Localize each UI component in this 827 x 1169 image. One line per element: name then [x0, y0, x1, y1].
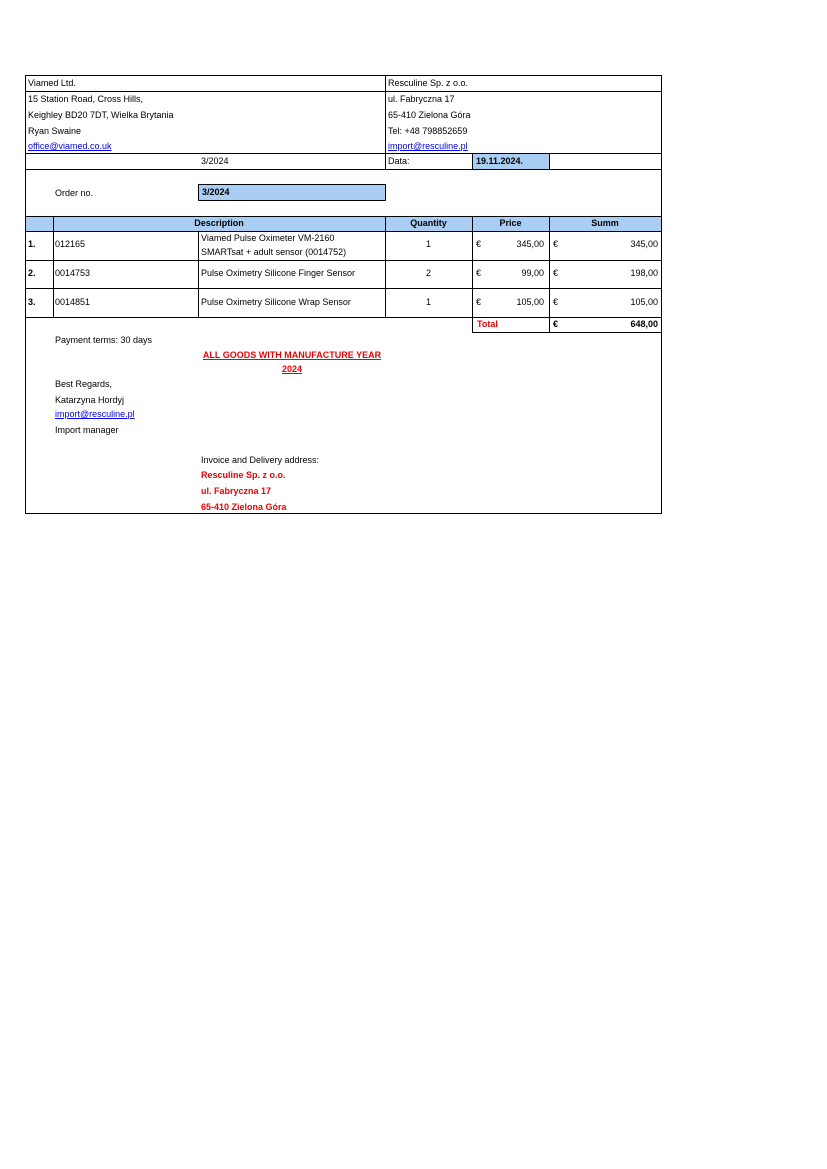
- product-description: Viamed Pulse Oximeter VM-2160: [201, 233, 335, 243]
- delivery-line1: Resculine Sp. z o.o.: [201, 470, 286, 480]
- buyer-address-line2: 65-410 Zielona Góra: [388, 110, 471, 120]
- seller-email-link[interactable]: office@viamed.co.uk: [28, 141, 112, 151]
- divider: [472, 332, 661, 333]
- price-cell: 99,00: [521, 268, 544, 278]
- row-number: 2.: [28, 268, 36, 278]
- price-cell: 105,00: [516, 297, 544, 307]
- seller-name: Viamed Ltd.: [28, 78, 76, 88]
- product-code: 0014851: [55, 297, 91, 307]
- product-code: 012165: [55, 239, 86, 249]
- divider: [26, 288, 661, 289]
- table-header-description: Description: [53, 216, 385, 231]
- divider: [26, 260, 661, 261]
- buyer-address-line1: ul. Fabryczna 17: [388, 94, 455, 104]
- divider: [198, 231, 199, 317]
- reference-number: 3/2024: [201, 156, 229, 166]
- buyer-phone: Tel: +48 798852659: [388, 126, 468, 136]
- divider: [26, 231, 661, 232]
- currency-symbol: €: [553, 268, 559, 278]
- signature-role: Import manager: [55, 425, 119, 435]
- currency-symbol: €: [553, 297, 559, 307]
- payment-terms: Payment terms: 30 days: [55, 335, 153, 345]
- divider: [53, 216, 54, 317]
- product-code: 0014753: [55, 268, 91, 278]
- sum-cell: 345,00: [630, 239, 658, 249]
- buyer-name: Resculine Sp. z o.o.: [388, 78, 469, 88]
- row-number: 1.: [28, 239, 36, 249]
- date-label: Data:: [388, 156, 410, 166]
- currency-symbol: €: [553, 319, 559, 329]
- divider: [385, 76, 386, 169]
- buyer-email-link[interactable]: import@resculine.pl: [388, 141, 468, 151]
- row-number: 3.: [28, 297, 36, 307]
- currency-symbol: €: [476, 297, 482, 307]
- divider: [26, 169, 661, 170]
- seller-contact: Ryan Swaine: [28, 126, 82, 136]
- divider: [26, 153, 661, 154]
- product-description-line2: SMARTsat + adult sensor (0014752): [201, 247, 347, 257]
- price-cell: 345,00: [516, 239, 544, 249]
- currency-symbol: €: [553, 239, 559, 249]
- divider: [549, 216, 550, 333]
- total-label: Total: [477, 319, 498, 329]
- seller-address-line1: 15 Station Road, Cross Hills,: [28, 94, 144, 104]
- sum-cell: 198,00: [630, 268, 658, 278]
- quantity-cell: 2: [425, 268, 431, 278]
- delivery-line2: ul. Fabryczna 17: [201, 486, 272, 496]
- divider: [26, 216, 661, 217]
- table-header-no: [26, 216, 53, 231]
- order-label: Order no.: [55, 188, 94, 198]
- order-document: [25, 75, 662, 514]
- total-value: 648,00: [630, 319, 658, 329]
- notice-line1: ALL GOODS WITH MANUFACTURE YEAR: [202, 350, 382, 360]
- sum-cell: 105,00: [630, 297, 658, 307]
- currency-symbol: €: [476, 268, 482, 278]
- delivery-label: Invoice and Delivery address:: [201, 455, 320, 465]
- divider: [472, 153, 473, 169]
- signature-name: Katarzyna Hordyj: [55, 395, 125, 405]
- notice-line2: 2024: [281, 364, 303, 374]
- table-header-price: Price: [472, 216, 549, 231]
- seller-address-line2: Keighley BD20 7DT, Wielka Brytania: [28, 110, 174, 120]
- divider: [472, 216, 473, 333]
- order-number-field[interactable]: 3/2024: [198, 184, 386, 201]
- date-value: 19.11.2024.: [473, 154, 549, 169]
- divider: [549, 153, 550, 169]
- product-description: Pulse Oximetry Silicone Wrap Sensor: [201, 297, 351, 307]
- product-description: Pulse Oximetry Silicone Finger Sensor: [201, 268, 356, 278]
- currency-symbol: €: [476, 239, 482, 249]
- table-header-summ: Summ: [549, 216, 661, 231]
- table-header-quantity: Quantity: [385, 216, 472, 231]
- quantity-cell: 1: [425, 239, 431, 249]
- signature-email-link[interactable]: import@resculine.pl: [55, 409, 135, 419]
- delivery-line3: 65-410 Zielona Góra: [201, 502, 287, 512]
- quantity-cell: 1: [425, 297, 431, 307]
- signature-greeting: Best Regards,: [55, 379, 113, 389]
